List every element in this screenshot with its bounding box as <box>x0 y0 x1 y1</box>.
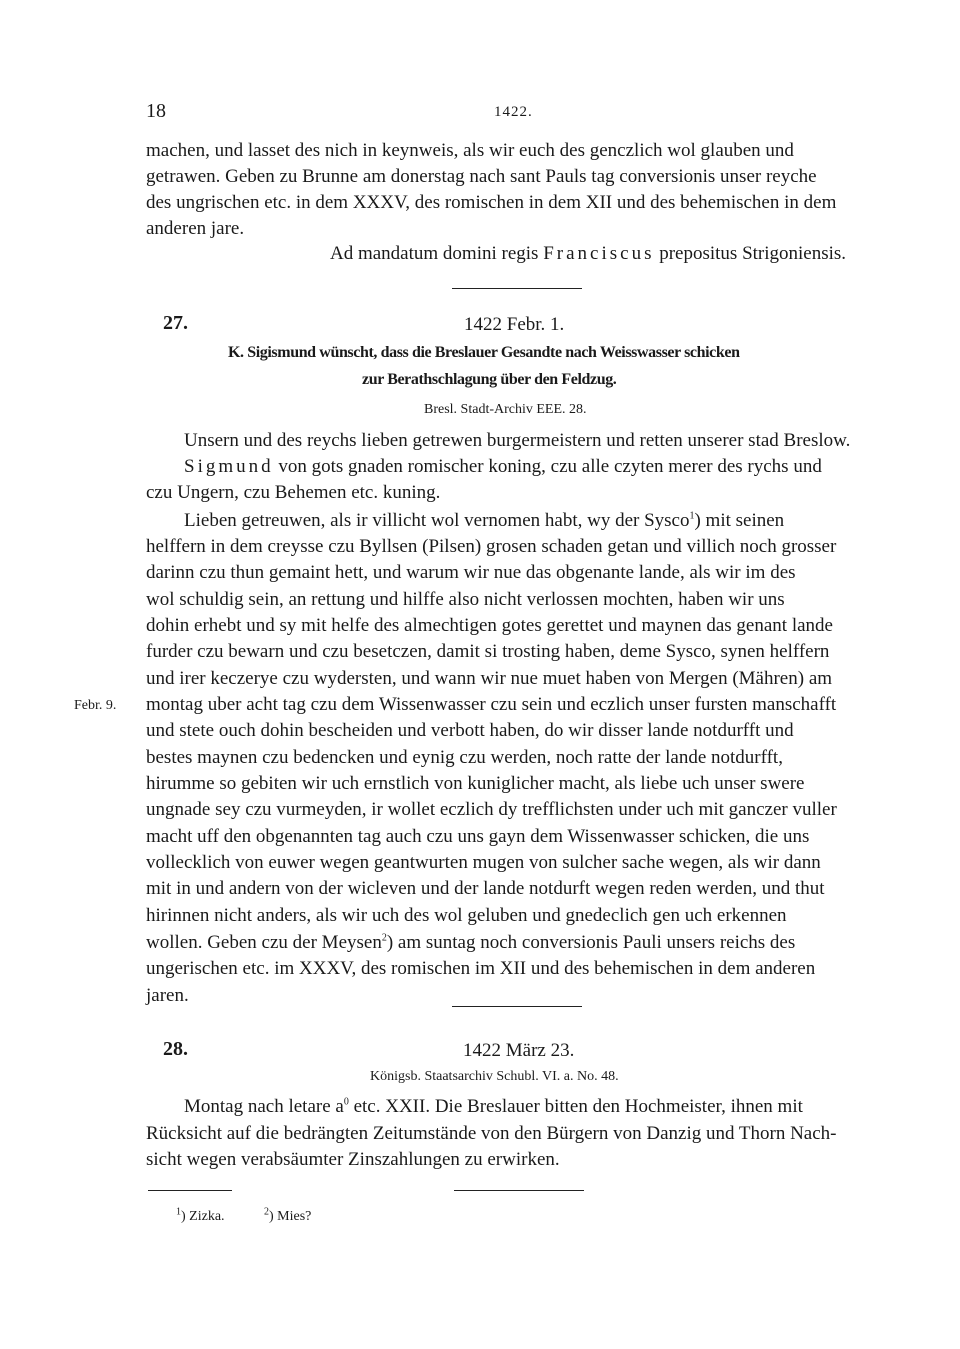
text-line: wol schuldig sein, an rettung und hilffe also nicht verlossen mochten, haben wir uns <box>146 589 785 610</box>
text-line: Rücksicht auf die bedrängten Zeitumstände von den Bürgern von Danzig und Thorn Nach- <box>146 1123 837 1144</box>
text-line: des ungrischen etc. in dem XXXV, des romischen in dem XII und des behemischen in dem <box>146 192 837 213</box>
text-line <box>184 508 784 534</box>
text-line: jaren. <box>146 985 189 1006</box>
running-title: 1422. <box>494 104 533 120</box>
footnote <box>176 1206 225 1225</box>
text-line: hirinnen nicht anders, als wir uch des wol geluben und gnedeclich gen uch erkennen <box>146 905 787 926</box>
intitulatio-name: Sigmund <box>184 456 274 477</box>
text-fragment: Montag nach letare a <box>184 1096 344 1117</box>
footnote-text: ) Zizka. <box>181 1209 225 1224</box>
text-line: mit in und andern von der wicleven und der lande notdurft wegen reden werden, und thut <box>146 878 825 899</box>
address-line: Unsern und des reychs lieben getrewen burgermeistern und retten unserer stad Breslow. <box>184 430 851 451</box>
subscription-post: prepositus Strigoniensis. <box>654 243 847 264</box>
doc-source: Königsb. Staatsarchiv Schubl. VI. a. No. 48. <box>370 1069 619 1084</box>
footnote-mark: 2 <box>264 1206 269 1218</box>
text-line: und stete ouch dohin bescheiden und verbott haben, do wir disser lande notdurfft und <box>146 720 794 741</box>
doc-number: 27. <box>163 312 188 334</box>
text-line: czu Ungern, czu Behemen etc. kuning. <box>146 482 441 503</box>
intitulatio-rest: von gots gnaden romischer koning, czu alle czyten merer des rychs und <box>273 456 822 477</box>
text-line: machen, und lasset des nich in keynweis, als wir euch des genczlich wol glauben und <box>146 140 794 161</box>
text-line: helffern in dem creysse czu Byllsen (Pilsen) grosen schaden getan und villich noch grosser <box>146 536 837 557</box>
intitulatio <box>184 454 822 480</box>
footnote-mark: 1 <box>176 1206 181 1218</box>
text-fragment: wollen. Geben czu der Meysen <box>146 932 382 953</box>
footnote <box>264 1206 312 1225</box>
margin-note: Febr. 9. <box>74 698 117 713</box>
text-line: macht uff den obgenannten tag auch czu uns gayn dem Wissenwasser schicken, die uns <box>146 826 810 847</box>
footnote-ref: 1 <box>689 510 695 522</box>
section-divider <box>452 288 582 289</box>
text-line: sicht wegen verabsäumter Zinszahlungen zu erwirken. <box>146 1149 560 1170</box>
text-line: und irer keczerye czu wydersten, und wann wir nue muet haben von Mergen (Mähren) am <box>146 668 833 689</box>
footnote-divider <box>148 1190 232 1191</box>
doc-date: 1422 Febr. 1. <box>464 314 565 335</box>
page-number: 18 <box>146 100 166 122</box>
subscription-pre: Ad mandatum domini regis <box>330 243 544 264</box>
text-line <box>184 1094 803 1120</box>
subscription <box>330 241 846 267</box>
doc-source: Bresl. Stadt-Archiv EEE. 28. <box>424 402 587 417</box>
doc-number: 28. <box>163 1038 188 1060</box>
text-fragment: Lieben getreuwen, als ir villicht wol vernomen habt, wy der Sysco <box>184 510 690 531</box>
text-line: bestes maynen czu bedencken und eynig czu werden, noch ratte der lande notdurfft, <box>146 747 783 768</box>
text-line: vollecklich von euwer wegen geantwurten mugen von sulcher sache wegen, als wir dann <box>146 852 821 873</box>
text-fragment: etc. XXII. Die Breslauer bitten den Hochmeister, ihnen mit <box>348 1096 803 1117</box>
text-line: ungnade sey czu vurmeyden, ir wollet eczlich dy trefflichsten under uch mit ganczer vuller <box>146 799 837 820</box>
text-line: darinn czu thun gemaint hett, und warum wir nue das obgenante lande, als wir im des <box>146 562 796 583</box>
footnote-ref: 2 <box>381 932 387 944</box>
text-line: montag uber acht tag czu dem Wissenwasser czu sein und eczlich unser fursten manschafft <box>146 694 837 715</box>
section-divider <box>454 1190 584 1191</box>
text-line: dohin erhebt und sy mit helfe des almechtigen gotes gerettet und maynen das genant lande <box>146 615 833 636</box>
text-line <box>146 930 795 956</box>
footnote-text: ) Mies? <box>269 1209 312 1224</box>
text-line: anderen jare. <box>146 218 245 239</box>
text-line: hirumme so gebiten wir uch ernstlich von kuniglicher macht, als liebe uch unser swere <box>146 773 805 794</box>
text-line: furder czu bewarn und czu besetczen, damit si trosting haben, deme Sysco, synen helffern <box>146 641 830 662</box>
subscription-name: Franciscus <box>543 243 655 264</box>
doc-date: 1422 März 23. <box>463 1040 575 1061</box>
text-fragment: ) am suntag noch conversionis Pauli unsers reichs des <box>386 932 796 953</box>
doc-summary: zur Berathschlagung über den Feldzug. <box>362 371 617 388</box>
text-line: getrawen. Geben zu Brunne am donerstag nach sant Pauls tag conversionis unser reyche <box>146 166 817 187</box>
superscript: 0 <box>343 1096 349 1108</box>
doc-summary: K. Sigismund wünscht, dass die Breslauer Gesandte nach Weisswasser schicken <box>228 344 740 361</box>
section-divider <box>452 1006 582 1007</box>
text-line: ungerischen etc. im XXXV, des romischen im XII und des behemischen in dem anderen <box>146 958 816 979</box>
text-fragment: ) mit seinen <box>694 510 785 531</box>
